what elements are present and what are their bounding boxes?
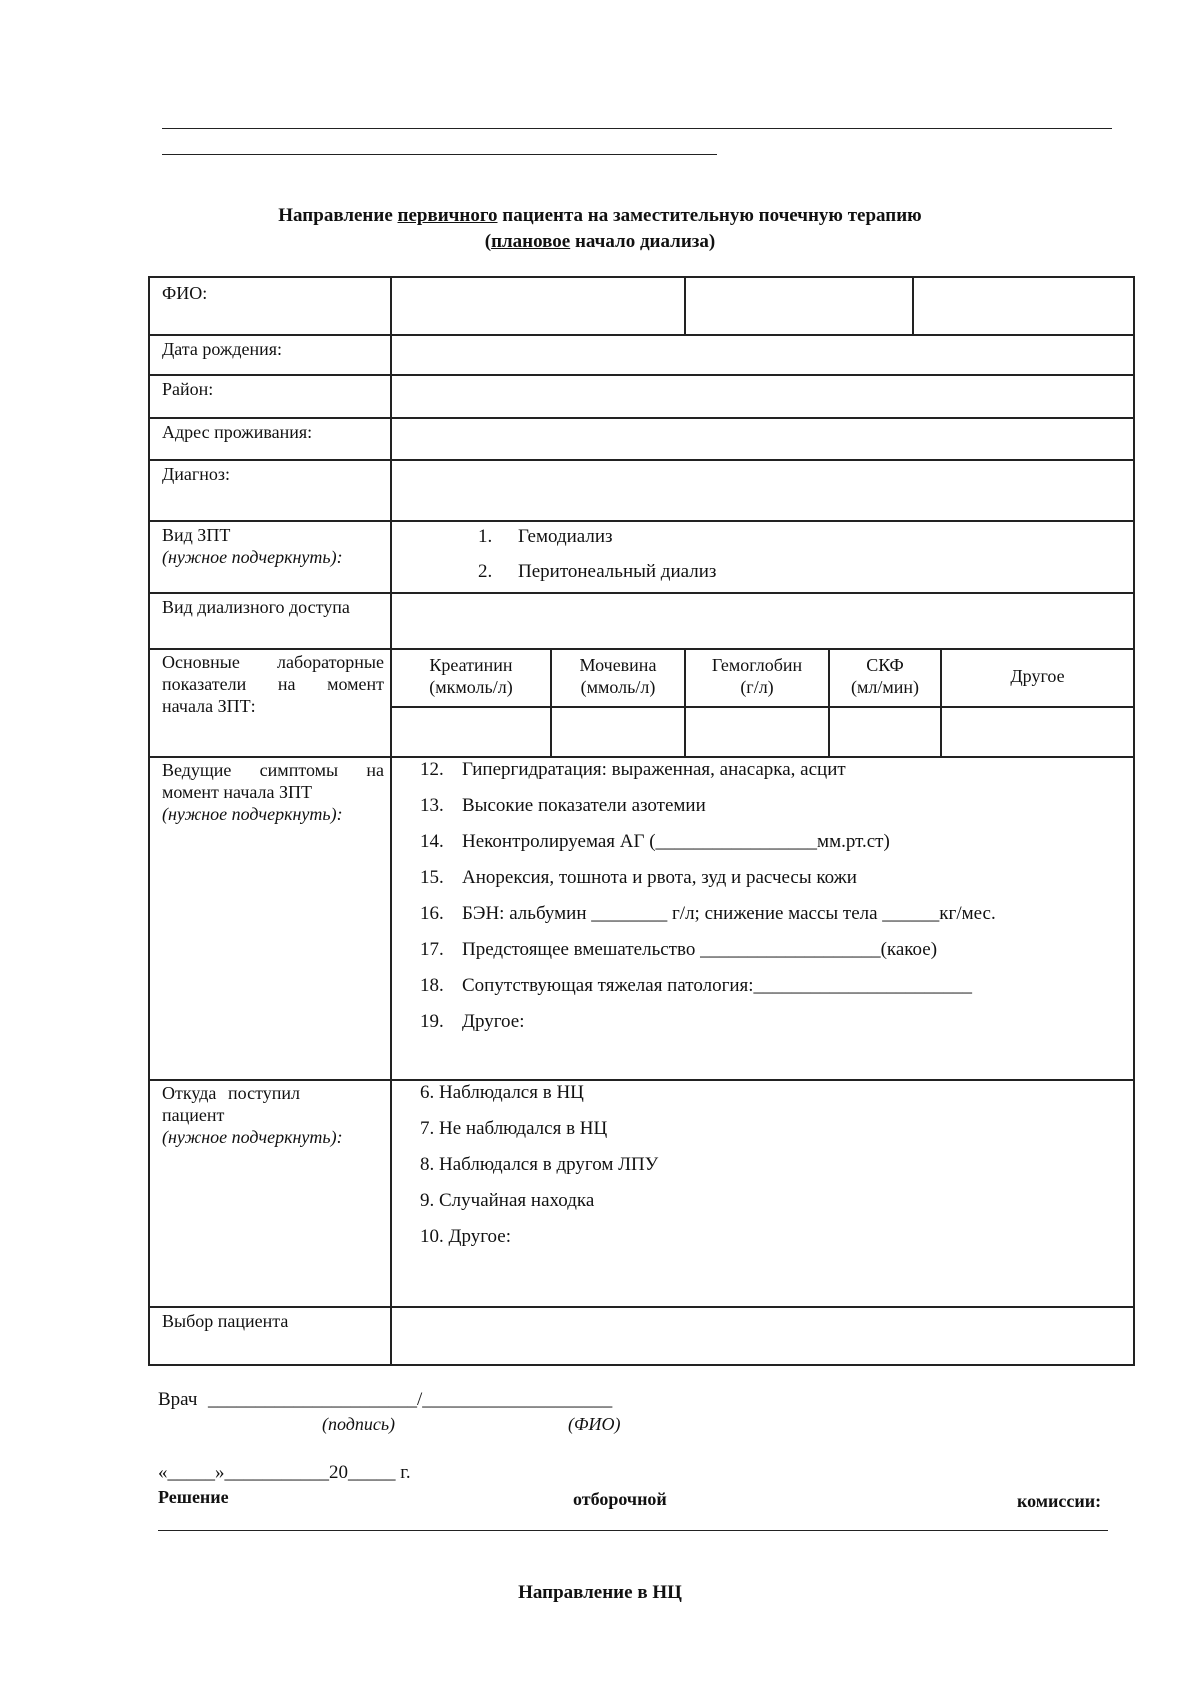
symptom-item[interactable]: Другое:: [462, 1011, 525, 1032]
fio-input-name[interactable]: [686, 278, 910, 332]
fio-input-surname[interactable]: [392, 278, 682, 332]
symptom-number: 15.: [420, 867, 444, 888]
row-divider: [148, 520, 1135, 522]
labs-col-unit: (мкмоль/л): [429, 677, 513, 697]
source-item[interactable]: 6. Наблюдался в НЦ: [420, 1082, 584, 1103]
symptoms-label: Ведущие симптомы на момент начала ЗПТ: [162, 760, 384, 802]
dob-label: Дата рождения:: [162, 339, 283, 359]
symptom-item[interactable]: Сопутствующая тяжелая патология:_______________________: [462, 975, 973, 996]
address-label: Адрес проживания:: [162, 422, 313, 442]
symptoms-hint: (нужное подчеркнуть):: [162, 804, 343, 824]
subtitle-part-2: плановое: [491, 231, 571, 252]
title-part-2: первичного: [397, 205, 498, 226]
symptom-number: 18.: [420, 975, 444, 996]
zpt-option-number-1: 1.: [478, 526, 493, 547]
district-input[interactable]: [392, 376, 1132, 416]
symptom-number: 12.: [420, 759, 444, 780]
labs-col-gfr: [830, 654, 940, 698]
diagnosis-label: Диагноз:: [162, 464, 231, 484]
table-border-bottom: [148, 1364, 1135, 1366]
symptom-number: 19.: [420, 1011, 444, 1032]
symptom-number: 13.: [420, 795, 444, 816]
decision-word-1: Решение: [158, 1487, 229, 1507]
zpt-type-label: Вид ЗПТ: [162, 525, 231, 545]
labs-col-name: Креатинин: [429, 655, 513, 675]
row-divider: [148, 1079, 1135, 1081]
diagnosis-input[interactable]: [392, 461, 1132, 519]
labs-input-creatinine[interactable]: [392, 708, 549, 755]
labs-input-other[interactable]: [942, 708, 1132, 755]
symptom-item[interactable]: Анорексия, тошнота и рвота, зуд и расчесы кожи: [462, 867, 857, 888]
table-border-left: [148, 276, 150, 1366]
referral-title: Направление в НЦ: [518, 1582, 682, 1603]
symptom-item[interactable]: Гипергидратация: выраженная, анасарка, асцит: [462, 759, 846, 780]
doctor-signature-line[interactable]: ______________________/____________________: [208, 1389, 613, 1410]
labs-col-name: Гемоглобин: [711, 655, 803, 675]
labs-col-urea: [552, 654, 684, 698]
fio-input-patronymic[interactable]: [914, 278, 1132, 332]
labs-col-unit: (ммоль/л): [580, 677, 656, 697]
labs-col-unit: (мл/мин): [850, 677, 920, 697]
dialysis-access-input[interactable]: [392, 594, 1132, 647]
top-blank-line-2: [162, 154, 717, 155]
labs-col-name: Другое: [1010, 666, 1065, 686]
zpt-option-hemodialysis[interactable]: Гемодиализ: [518, 526, 613, 547]
patient-choice-input[interactable]: [392, 1308, 1132, 1363]
title-part-1: Направление: [278, 205, 398, 226]
referral-form-table: [148, 276, 1135, 1366]
source-item[interactable]: 9. Случайная находка: [420, 1190, 595, 1211]
source-label: Откуда поступил пациент: [162, 1083, 300, 1125]
labs-col-creatinine: [392, 654, 550, 698]
labs-input-urea[interactable]: [552, 708, 683, 755]
symptom-number: 17.: [420, 939, 444, 960]
symptom-item[interactable]: Высокие показатели азотемии: [462, 795, 706, 816]
labs-label: Основные лабораторные показатели на момент начала ЗПТ:: [162, 652, 384, 716]
decision-word-3: комиссии:: [1017, 1491, 1102, 1511]
fio-label: ФИО:: [162, 283, 208, 303]
symptom-item[interactable]: Предстоящее вмешательство ___________________(какое): [462, 939, 938, 960]
dob-input[interactable]: [392, 336, 1132, 373]
source-item[interactable]: 7. Не наблюдался в НЦ: [420, 1118, 608, 1139]
labs-input-hemoglobin[interactable]: [686, 708, 827, 755]
patient-choice-label: Выбор пациента: [162, 1311, 289, 1331]
form-subtitle: [0, 231, 1200, 253]
labs-col-hemoglobin: [686, 654, 828, 698]
row-divider: [148, 756, 1135, 758]
decision-line[interactable]: [158, 1530, 1108, 1531]
doctor-label: Врач: [158, 1389, 198, 1410]
source-item[interactable]: 10. Другое:: [420, 1226, 511, 1247]
dialysis-access-label: Вид диализного доступа: [162, 597, 350, 617]
form-title: [0, 205, 1200, 227]
labs-col-other: [942, 665, 1133, 687]
source-hint: (нужное подчеркнуть):: [162, 1127, 343, 1147]
table-border-right: [1133, 276, 1135, 1366]
labs-col-name: Мочевина: [579, 655, 657, 675]
subtitle-part-1: (: [484, 231, 492, 252]
address-input[interactable]: [392, 419, 1132, 458]
decision-word-2: отборочной: [573, 1489, 667, 1509]
zpt-option-number-2: 2.: [478, 561, 493, 582]
row-divider: [148, 648, 1135, 650]
district-label: Район:: [162, 379, 214, 399]
subtitle-part-3: начало диализа): [570, 231, 716, 252]
date-line[interactable]: «_____»___________20_____ г.: [158, 1462, 411, 1483]
labs-col-name: СКФ: [866, 655, 904, 675]
zpt-type-hint: (нужное подчеркнуть):: [162, 547, 343, 567]
signature-hint: (подпись): [322, 1414, 396, 1434]
symptom-item[interactable]: Неконтролируемая АГ (_________________мм.рт.ст): [462, 831, 890, 852]
labs-input-gfr[interactable]: [830, 708, 939, 755]
zpt-option-peritoneal[interactable]: Перитонеальный диализ: [518, 561, 717, 582]
title-part-3: пациента на заместительную почечную терапию: [497, 205, 922, 226]
labs-col-unit: (г/л): [740, 677, 774, 697]
symptom-number: 16.: [420, 903, 444, 924]
source-item[interactable]: 8. Наблюдался в другом ЛПУ: [420, 1154, 659, 1175]
symptom-item[interactable]: БЭН: альбумин ________ г/л; снижение массы тела ______кг/мес.: [462, 903, 996, 924]
symptom-number: 14.: [420, 831, 444, 852]
name-hint: (ФИО): [568, 1414, 621, 1434]
top-blank-line-1: [162, 128, 1112, 129]
